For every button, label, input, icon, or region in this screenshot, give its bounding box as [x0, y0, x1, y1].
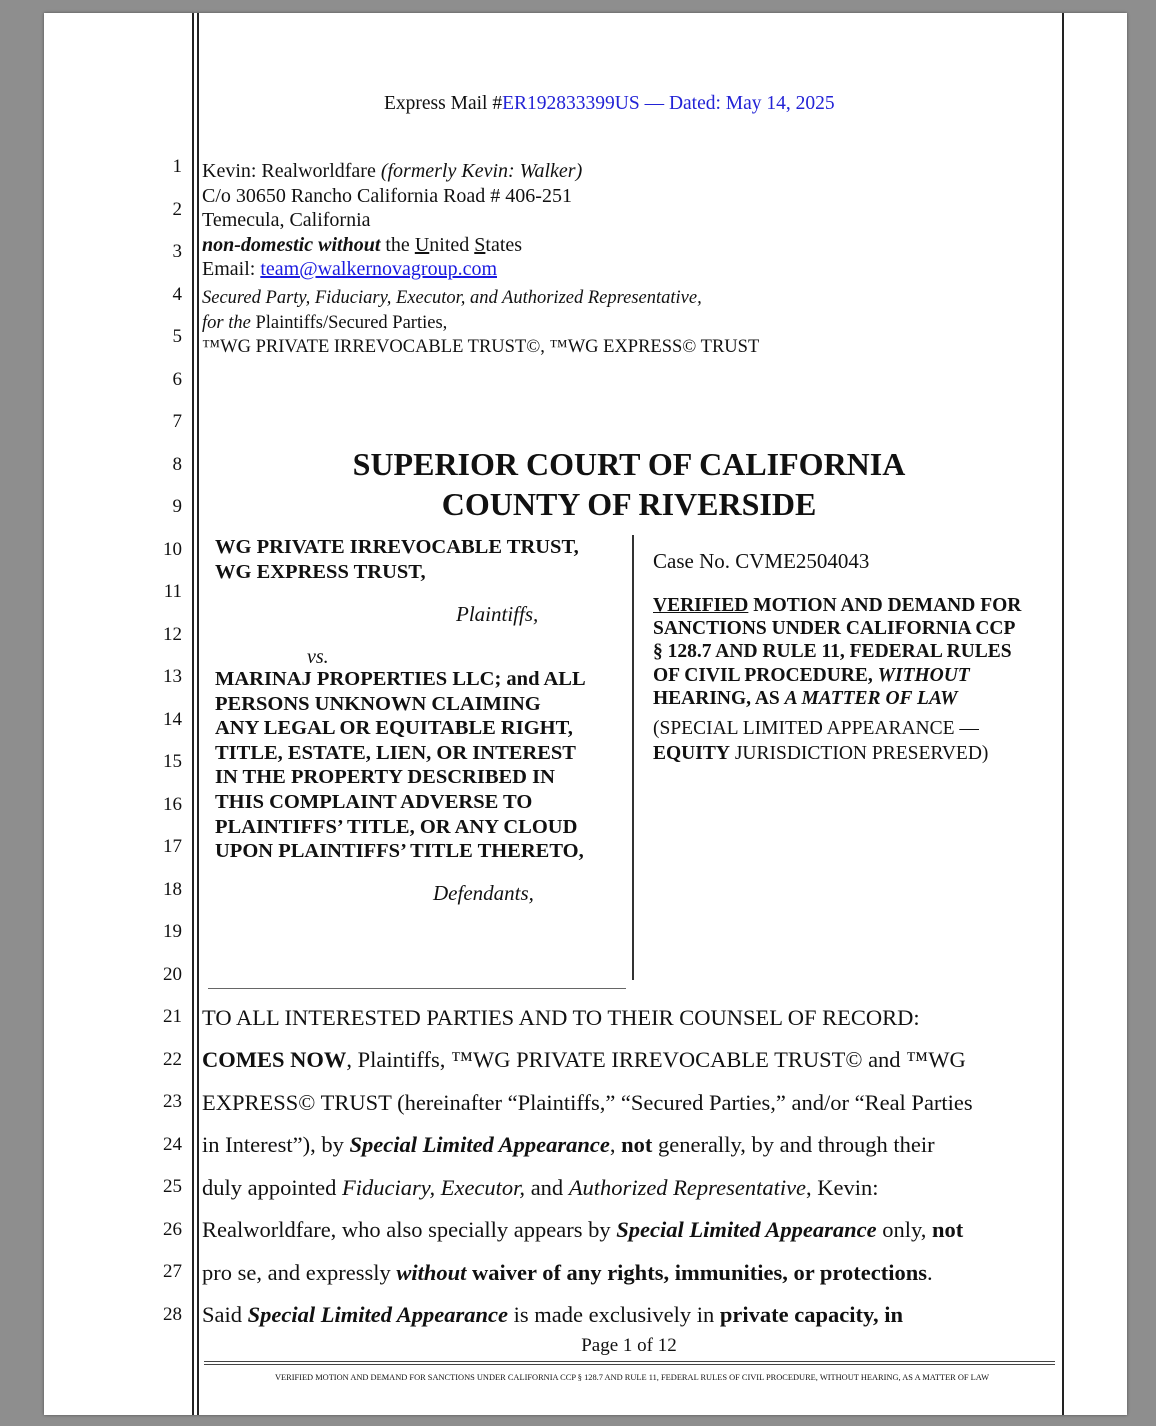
body-line-26: Realworldfare, who also specially appears by Special Limited Appearance only, not: [202, 1217, 964, 1242]
body-line-28: Said Special Limited Appearance is made exclusively in private capacity, in: [202, 1302, 903, 1327]
body-line-27: pro se, and expressly without waiver of any rights, immunities, or protections.: [202, 1260, 933, 1285]
line-number: 21: [163, 1006, 182, 1027]
document-page: [44, 13, 1127, 1415]
page-number: Page 1 of 12: [581, 1335, 677, 1356]
line-number: 11: [163, 581, 182, 602]
line-number: 19: [163, 921, 182, 942]
sender-role-2: for the Plaintiffs/Secured Parties,: [202, 312, 448, 333]
line-number: 14: [163, 708, 182, 730]
vs-label: vs.: [307, 646, 329, 668]
court-title: SUPERIOR COURT OF CALIFORNIA: [352, 446, 906, 482]
line-number: 22: [163, 1048, 182, 1070]
sender-status: non-domestic without the United States: [202, 233, 523, 256]
line-number: 3: [172, 241, 182, 262]
line-number: 15: [163, 751, 182, 772]
line-number: 10: [163, 538, 182, 560]
line-number: 4: [172, 283, 182, 305]
sender-address: C/o 30650 Rancho California Road # 406-251: [202, 184, 572, 207]
mail-prefix: Express Mail #: [384, 93, 503, 114]
line-number: 9: [172, 496, 182, 517]
left-margin-line: [192, 13, 194, 1415]
caption-bottom-line: [208, 988, 626, 989]
case-number: Case No. CVME2504043: [653, 549, 870, 573]
email-link[interactable]: team@walkernovagroup.com: [260, 258, 497, 280]
body-line-21: TO ALL INTERESTED PARTIES AND TO THEIR COUNSEL OF RECORD:: [202, 1005, 920, 1030]
line-number: 2: [172, 198, 182, 220]
sender-name: Kevin: Realworldfare: [202, 160, 381, 182]
defendants-label: Defendants,: [433, 881, 534, 905]
line-number: 7: [172, 411, 182, 432]
left-margin-line-inner: [197, 13, 199, 1415]
motion-title: VERIFIED MOTION AND DEMAND FOR SANCTIONS UNDER CALIFORNIA CCP § 128.7 AND RULE 11, FEDERAL RULES OF CIVIL PROCEDURE, WITHOUT HEARING, AS A MATTER OF LAW: [653, 595, 1022, 709]
mail-number: ER192833399US: [502, 93, 640, 114]
plaintiff-2: WG EXPRESS TRUST,: [215, 560, 426, 583]
line-number: 17: [163, 836, 182, 857]
sender-former-name: (formerly Kevin: Walker): [380, 160, 583, 182]
right-margin-line: [1062, 13, 1064, 1415]
sender-block: [202, 159, 759, 360]
footer-rule-2: [204, 1364, 1055, 1365]
footer-rule: [204, 1361, 1055, 1362]
appearance-note: (SPECIAL LIMITED APPEARANCE — EQUITY JURISDICTION PRESERVED): [653, 718, 989, 764]
line-number: 26: [163, 1218, 182, 1240]
line-number: 1: [172, 156, 182, 177]
body-line-23: EXPRESS© TRUST (hereinafter “Plaintiffs,” “Secured Parties,” and/or “Real Parties: [202, 1090, 973, 1115]
caption-divider: [632, 535, 634, 980]
line-number: 25: [163, 1176, 182, 1197]
footer-caption: VERIFIED MOTION AND DEMAND FOR SANCTIONS UNDER CALIFORNIA CCP § 128.7 AND RULE 11, FEDERAL RULES OF CIVIL PROCEDURE, WITHOUT HEARING, AS A MATTER OF LAW: [274, 1373, 990, 1382]
plaintiff-1: WG PRIVATE IRREVOCABLE TRUST,: [215, 536, 579, 558]
caption-parties: [215, 535, 579, 584]
sender-email-line: Email: team@walkernovagroup.com: [202, 258, 497, 280]
line-number: 12: [163, 623, 182, 645]
mail-date: — Dated: May 14, 2025: [639, 93, 835, 114]
line-number: 18: [163, 878, 182, 900]
sender-role: Secured Party, Fiduciary, Executor, and Authorized Representative,: [202, 287, 702, 308]
line-number: 20: [163, 963, 182, 985]
plaintiffs-label: Plaintiffs,: [456, 602, 539, 626]
body-line-22: COMES NOW, Plaintiffs, ™WG PRIVATE IRREVOCABLE TRUST© and ™WG: [202, 1047, 966, 1072]
line-number: 6: [172, 368, 182, 390]
sender-city: Temecula, California: [202, 209, 371, 231]
caption-defendants: MARINAJ PROPERTIES LLC; and ALL PERSONS UNKNOWN CLAIMING ANY LEGAL OR EQUITABLE RIGHT, TITLE, ESTATE, LIEN, OR INTEREST IN THE PROPERTY DESCRIBED IN THIS COMPLAINT ADVERSE TO PLAINTIFFS’ TITLE, OR ANY CLOUD UPON PLAINTIFFS’ TITLE THERETO,: [215, 668, 586, 863]
line-number: 27: [163, 1261, 182, 1282]
court-county: COUNTY OF RIVERSIDE: [441, 486, 817, 522]
line-number: 13: [163, 666, 182, 687]
line-number: 28: [163, 1303, 182, 1325]
body-line-25: duly appointed Fiduciary, Executor, and Authorized Representative, Kevin:: [202, 1175, 879, 1200]
sender-trusts: ™WG PRIVATE IRREVOCABLE TRUST©, ™WG EXPRESS© TRUST: [202, 336, 760, 357]
line-number: 23: [163, 1091, 182, 1112]
line-number: 5: [172, 326, 182, 347]
line-number: 8: [172, 453, 182, 475]
express-mail-header: [384, 92, 835, 117]
line-number: 24: [163, 1133, 182, 1155]
line-number: 16: [163, 793, 182, 815]
body-line-24: in Interest”), by Special Limited Appearance, not generally, by and through their: [202, 1132, 935, 1157]
